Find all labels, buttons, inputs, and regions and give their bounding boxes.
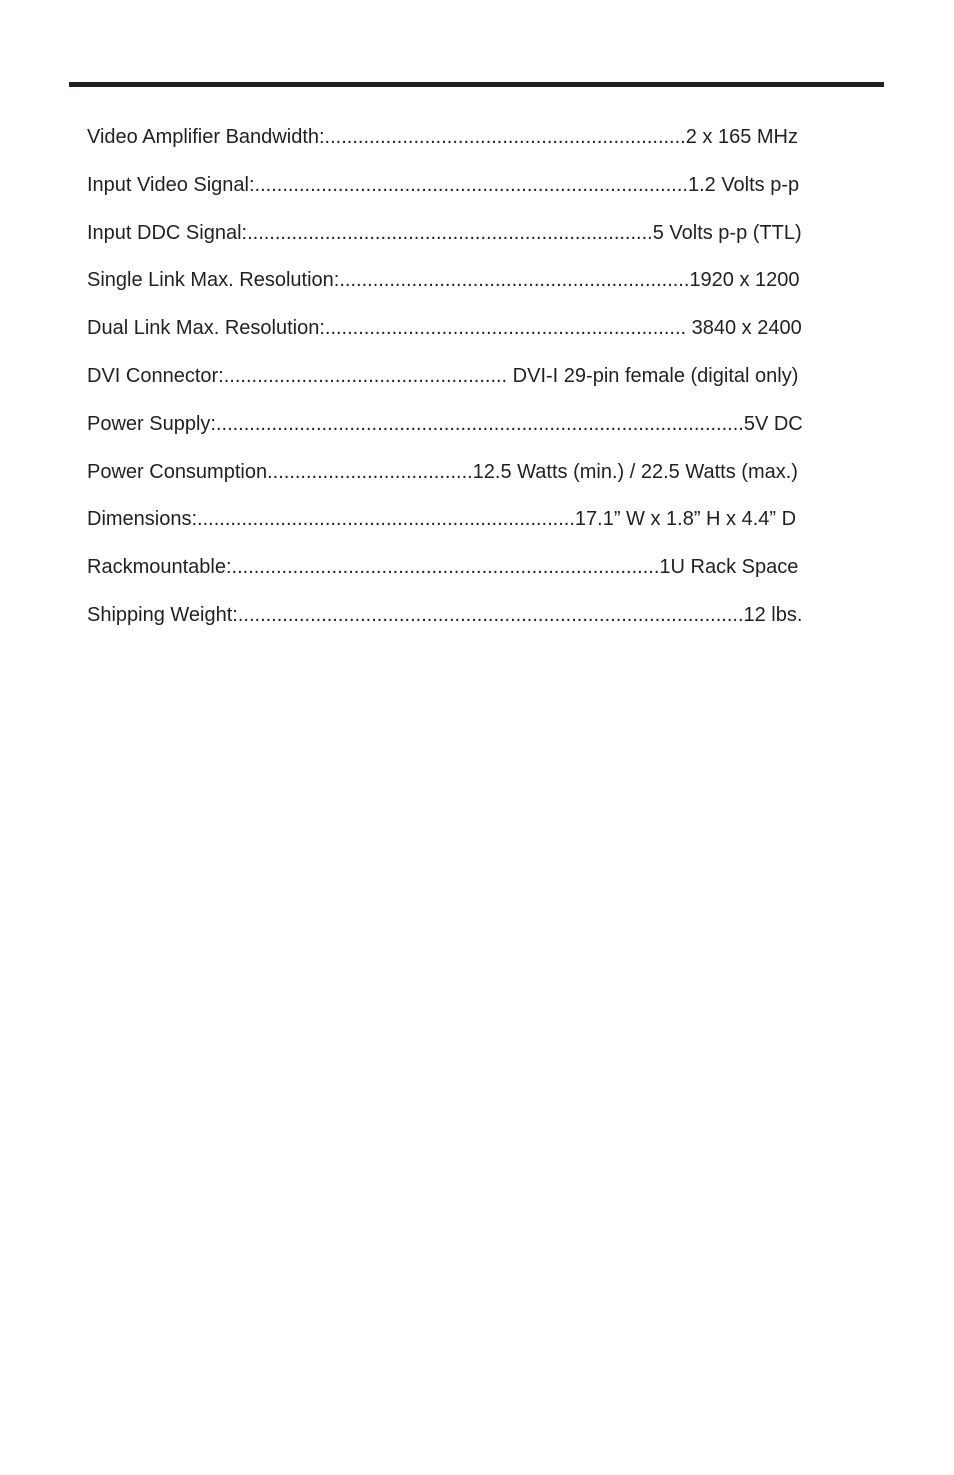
spec-video-amplifier-bandwidth: Video Amplifier Bandwidth:.................................................................2 x 165 MHz — [87, 126, 798, 148]
spec-input-ddc-signal: Input DDC Signal:.........................................................................5 Volts p-p (TTL) — [87, 221, 802, 244]
spec-dvi-connector: DVI Connector:................................................... DVI-I 29-pin female (digital only) — [87, 364, 799, 387]
spec-rackmountable: Rackmountable:.............................................................................1U Rack Space — [87, 556, 799, 579]
spec-power-consumption: Power Consumption.....................................12.5 Watts (min.) / 22.5 Watts (max.) — [87, 460, 798, 483]
top-divider-rule — [69, 82, 884, 87]
spec-input-video-signal: Input Video Signal:..............................................................................1.2 Volts p-p — [87, 173, 800, 196]
spec-power-supply: Power Supply:...............................................................................................5V DC — [87, 412, 803, 435]
spec-single-link-max-resolution: Single Link Max. Resolution:...............................................................1920 x 1200 — [87, 269, 800, 292]
spec-dual-link-max-resolution: Dual Link Max. Resolution:................................................................. 3840 x 2400 — [87, 317, 802, 340]
spec-dimensions: Dimensions:....................................................................17.1” W x 1.8” H x 4.4” D — [87, 508, 797, 531]
specifications-list — [87, 122, 877, 648]
spec-shipping-weight: Shipping Weight:...........................................................................................12 lbs. — [87, 603, 803, 626]
